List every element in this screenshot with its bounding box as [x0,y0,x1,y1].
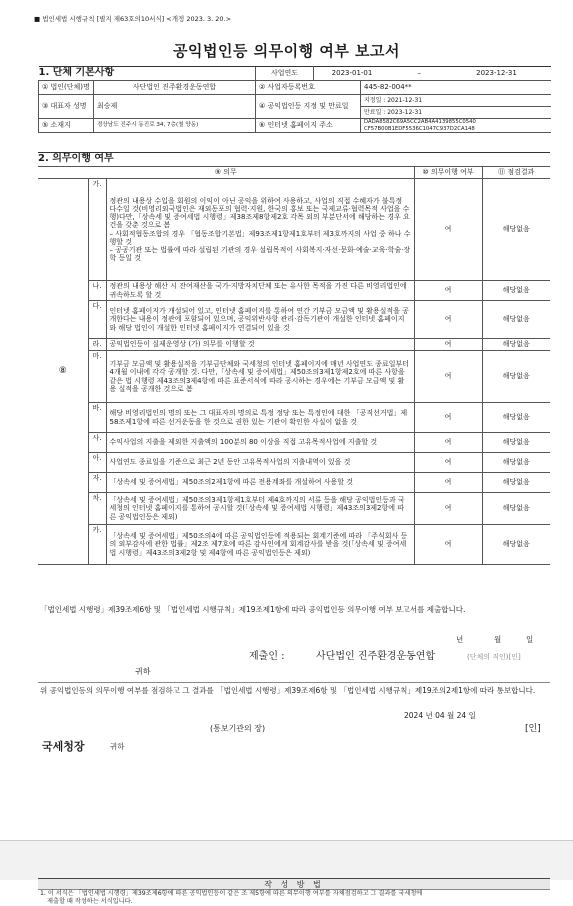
address-label: ⑤ 소재지 [39,119,94,133]
duty-mark: 가. [88,179,106,281]
duty-mark: 아. [88,453,106,473]
rep-value: 최승제 [94,95,256,119]
duty-result: 해당없음 [482,403,550,433]
review-date: 2024 년 04 월 24 일 [404,711,476,720]
name-value: 사단법인 진주환경운동연합 [94,81,256,95]
name-label: ① 법인(단체)명 [39,81,94,95]
designation-label: ④ 공익법인등 지정 및 만료일 [256,95,361,119]
duty-text: 「상속세 및 증여세법」제50조의2제1항에 따른 전용계좌를 개설하여 사용할 것 [106,473,414,493]
page-title: 공익법인등 의무이행 여부 보고서 [172,42,401,60]
duty-text: 수익사업의 지출을 제외한 지출액의 100분의 80 이상을 직접 고유목적사업에 지출할 것 [106,433,414,453]
agency-head: (통보기관의 장) [210,724,266,733]
date-year: 년 [456,635,464,644]
duty-result: 해당없음 [482,453,550,473]
duty-row [38,403,550,433]
duty-row [38,281,550,301]
submitter-sign: (단체의 직인)[인] [467,653,521,661]
duty-row [38,351,550,403]
duty-status: 여 [414,301,482,339]
submission-recipient: 귀하 [135,667,151,676]
divider [38,682,550,683]
duty-text: 「상속세 및 증여세법」제50조의3제1항제1호부터 제4호까지의 서류 등을 해당 공익법인등과 국세청의 인터넷 홈페이지를 통하여 공시할 것(「상속세 및 증여세법 시행령」제43조의3제2항에 따른 공익법인등은 제외) [106,493,414,525]
col-status: ⑩ 의무이행 여부 [414,167,482,179]
year-to: 2023-12-31 [476,69,517,78]
duty-status: 여 [414,179,482,281]
basic-info-table [38,66,551,133]
page-gap [0,840,573,880]
date-month: 월 [494,635,502,644]
duty-row [38,339,550,351]
duty-text: 정관의 내용상 수입을 회원의 이익이 아닌 공익을 위하여 사용하고, 사업의 직접 수혜자가 불특정 다수일 것(비영리외국법인은 재외동포의 협력·지원, 한국의 홍보 또는 국제교류·협력목적 사업을 수행)다만,「상속세 및 증여세법 시행령」제38조제8항제2호 각목 외의 부분단서에 해당하는 경우 요건을 갖춘 것으로 봄 – 사회적협동조합의 경우 「협동조합기본법」제93조제1항제1호부터 제3호까지의 사업 중 하나 수행할 것 – 공공기관 또는 법률에 따라 설립된 기관의 경우 설립목적이 사회복지·자선·문화·예술·교육·학술·장학 등일 것 [106,179,414,281]
duty-table [38,152,550,565]
duty-result: 해당없음 [482,281,550,301]
duty-text: 해당 비영리법인의 명의 또는 그 대표자의 명의로 특정 정당 또는 특정인에 대한 「공직선거법」제58조제1항에 따른 선거운동을 한 것으로 권한 있는 기관이 확인한 사실이 없을 것 [106,403,414,433]
year-range [314,67,551,81]
col-duty: ⑨ 의무 [38,167,414,179]
duty-mark: 자. [88,473,106,493]
duty-status: 여 [414,339,482,351]
duty-status: 여 [414,403,482,433]
duty-mark: 카. [88,525,106,565]
duty-mark: 나. [88,281,106,301]
duty-result: 해당없음 [482,339,550,351]
submitter-label: 제출인 : [249,651,285,662]
expiry-date: 만료일 : 2023-12-31 [361,107,551,119]
duty-row [38,433,550,453]
duty-text: 인터넷 홈페이지가 개설되어 있고, 인터넷 홈페이지를 통하여 연간 기부금 모금액 및 활용실적을 공개한다는 내용이 정관에 포함되어 있으며, 공익위반사항 관리·감독기관이 개설한 인터넷 홈페이지와 해당 법인이 개설한 인터넷 홈페이지가 연결되어 있을 것 [106,301,414,339]
duty-row [38,301,550,339]
year-from: 2023-01-01 [331,69,373,78]
duty-result: 해당없음 [482,351,550,403]
review-addressee-suffix: 귀하 [110,742,125,751]
method-heading: 작 성 방 법 [38,878,550,890]
method-line-1: 1. 이 서식은 「법인세법 시행령」제39조제6항에 따른 공익법인등이 같은 조 제5항에 따른 의무이행 여부를 자체점검하고 그 결과를 국세청에 [40,890,423,897]
bizno-value: 445-82-004** [361,81,551,95]
duty-result: 해당없음 [482,525,550,565]
duty-row-label: ⑧ [38,179,88,565]
homepage-label: ⑥ 인터넷 홈페이지 주소 [256,119,361,133]
date-day: 일 [526,635,534,644]
year-separator: – [417,69,421,78]
duty-status: 여 [414,433,482,453]
duty-status: 여 [414,525,482,565]
duty-mark: 차. [88,493,106,525]
method-line-2: 제출할 때 작성하는 서식입니다. [47,898,133,905]
duty-result: 해당없음 [482,433,550,453]
duty-result: 해당없음 [482,493,550,525]
duty-status: 여 [414,351,482,403]
year-label: 사업연도 [256,67,314,81]
duty-status: 여 [414,453,482,473]
duty-mark: 마. [88,351,106,403]
bizno-label: ② 사업자등록번호 [256,81,361,95]
duty-status: 여 [414,281,482,301]
submitter-value: 사단법인 진주환경운동연합 [316,651,436,662]
duty-mark: 다. [88,301,106,339]
duty-result: 해당없음 [482,179,550,281]
submission-statement: 「법인세법 시행령」제39조제6항 및 「법인세법 시행규칙」제19조제1항에 따라 공익법인등 의무이행 여부 보고서를 제출합니다. [40,605,466,614]
duty-text: 기부금 모금액 및 활용실적을 기부금단체와 국세청의 인터넷 홈페이지에 매년 사업연도 종료일부터 4개월 이내에 각각 공개할 것. 다만,「상속세 및 증여세법」제50조의3제1항제2호에 따른 사항을 같은 법 시행령 제43조의3제4항에 따른 표준서식에 따라 공시하는 경우에는 기부금 모금액 및 활용 실적을 공개한 것으로 봄 [106,351,414,403]
address-value: 경상남도 진주시 동진로 34, 7층(철 양동) [94,119,256,133]
section1-heading: 1. 단체 기본사항 [39,67,256,81]
duty-text: 정관의 내용상 해산 시 잔여재산을 국가·지방자치단체 또는 유사한 목적을 가진 다른 비영리법인에 귀속하도록 할 것 [106,281,414,301]
review-statement: 위 공익법인등의 의무이행 여부를 점검하고 그 결과를 「법인세법 시행령」제39조제6항 및 「법인세법 시행규칙」제19조의2제1항에 따라 통보합니다. [40,686,536,695]
rep-label: ③ 대표자 성명 [39,95,94,119]
form-reference: ■ 법인세법 시행규칙 [별지 제63호의10서식] <개정 2023. 3. 20.> [34,15,232,23]
col-result: ⑪ 점검결과 [482,167,550,179]
duty-row [38,473,550,493]
section2-heading: 2. 의무이행 여부 [38,153,550,167]
duty-status: 여 [414,493,482,525]
review-addressee: 국세청장 [42,740,85,753]
agency-seal: [인] [525,724,541,734]
duty-result: 해당없음 [482,301,550,339]
duty-mark: 사. [88,433,106,453]
duty-row [38,179,550,281]
duty-mark: 라. [88,339,106,351]
homepage-value: DADA8582C69A5CC2AB4A4139855C0540 CF57B00B1EDF5536C1047C937D2CA148 [361,119,551,133]
duty-text: 사업연도 종료일을 기준으로 최근 2년 동안 고유목적사업의 지출내역이 있을 것 [106,453,414,473]
duty-text: 공익법인등이 실제운영상 (가) 의무를 이행할 것 [106,339,414,351]
duty-row [38,453,550,473]
method-section [38,878,550,906]
designation-date: 지정일 : 2021-12-31 [361,95,551,107]
duty-row [38,493,550,525]
duty-mark: 바. [88,403,106,433]
duty-result: 해당없음 [482,473,550,493]
duty-status: 여 [414,473,482,493]
duty-row [38,525,550,565]
duty-text: 「상속세 및 증여세법」제50조의4에 따른 공익법인등에 적용되는 회계기준에 따라 「주식회사 등의 외부감사에 관한 법률」제2조 제7호에 따른 감사인에게 회계감사를 받을 것(「상속세 및 증여세법 시행령」제43조의3제2항 및 제4항에 따른 공익법인등은 제외) [106,525,414,565]
